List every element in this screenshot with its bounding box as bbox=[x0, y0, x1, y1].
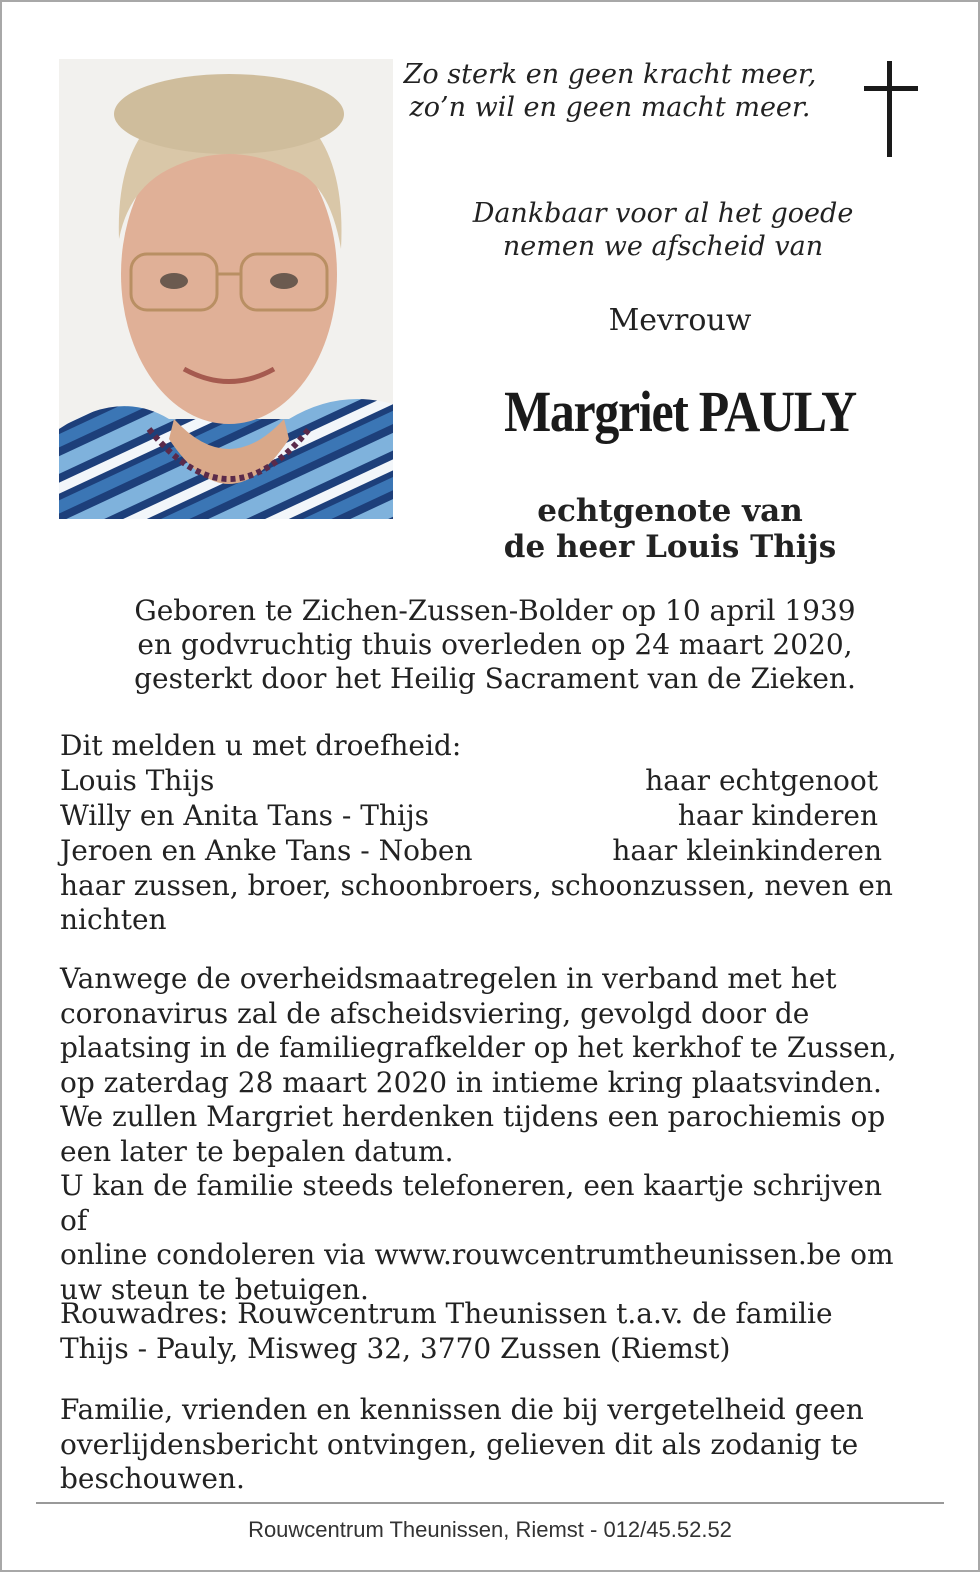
cross-icon-bar bbox=[864, 86, 918, 91]
ceremony-line: een later te bepalen datum. bbox=[60, 1134, 454, 1168]
spouse-info bbox=[470, 493, 870, 565]
portrait-photo bbox=[59, 59, 393, 519]
address-section bbox=[60, 1297, 910, 1366]
closing-line: overlijdensbericht ontvingen, gelieven dit als zodanig te bbox=[60, 1427, 859, 1461]
closing-section bbox=[60, 1393, 910, 1497]
portrait-illustration bbox=[59, 59, 393, 519]
ceremony-line: uw steun te betuigen. bbox=[60, 1272, 369, 1306]
mourners-others-line: nichten bbox=[60, 903, 167, 936]
mourner-row bbox=[60, 799, 910, 834]
honorific: Mevrouw bbox=[608, 303, 752, 338]
mourner-name: Willy en Anita Tans - Thijs bbox=[60, 798, 430, 832]
mourner-name: Jeroen en Anke Tans - Noben bbox=[60, 833, 473, 867]
intro-line: Dankbaar voor al het goede bbox=[472, 198, 854, 229]
ceremony-line: U kan de familie steeds telefoneren, een kaartje schrijven of bbox=[60, 1169, 883, 1237]
address-line: Rouwadres: Rouwcentrum Theunissen t.a.v. de familie bbox=[60, 1297, 833, 1330]
ceremony-line: plaatsing in de familiegrafkelder op het kerkhof te Zussen, bbox=[60, 1031, 897, 1064]
mourners-section bbox=[60, 729, 910, 938]
mourner-relation: haar kinderen bbox=[677, 798, 878, 832]
funeral-home-footer: Rouwcentrum Theunissen, Riemst - 012/45.52.52 bbox=[248, 1517, 732, 1542]
birth-death-line: Geboren te Zichen-Zussen-Bolder op 10 april 1939 bbox=[134, 594, 856, 627]
mourner-relation: haar echtgenoot bbox=[645, 763, 878, 797]
mourner-relation: haar kleinkinderen bbox=[612, 833, 882, 867]
birth-death-line: gesterkt door het Heilig Sacrament van de Zieken. bbox=[134, 662, 856, 695]
mourners-others-line: haar zussen, broer, schoonbroers, schoonzussen, neven en bbox=[60, 868, 893, 902]
ceremony-line: op zaterdag 28 maart 2020 in intieme kring plaatsvinden. bbox=[60, 1065, 882, 1099]
closing-line: Familie, vrienden en kennissen die bij vergetelheid geen bbox=[60, 1393, 864, 1426]
ceremony-line: Vanwege de overheidsmaatregelen in verband met het bbox=[60, 962, 837, 995]
mourner-row bbox=[60, 834, 910, 869]
intro-line: nemen we afscheid van bbox=[502, 231, 824, 262]
footer-divider bbox=[36, 1502, 944, 1504]
mourner-name: Louis Thijs bbox=[60, 763, 215, 797]
address-line: Thijs - Pauly, Misweg 32, 3770 Zussen (Riemst) bbox=[60, 1331, 731, 1365]
intro-text bbox=[433, 197, 893, 263]
cross-icon bbox=[887, 61, 892, 157]
ceremony-line: We zullen Margriet herdenken tijdens een parochiemis op bbox=[60, 1100, 886, 1133]
closing-line: beschouwen. bbox=[60, 1462, 245, 1495]
ceremony-section bbox=[60, 962, 910, 1307]
spouse-line: echtgenote van bbox=[537, 493, 803, 529]
deceased-name: Margriet PAULY bbox=[504, 379, 856, 444]
birth-death-line: en godvruchtig thuis overleden op 24 maart 2020, bbox=[137, 628, 853, 661]
ceremony-line: online condoleren via www.rouwcentrumtheunissen.be om bbox=[60, 1238, 894, 1271]
poem-verse bbox=[380, 58, 840, 124]
mourner-row bbox=[60, 764, 910, 799]
poem-line: zo’n wil en geen macht meer. bbox=[409, 92, 811, 123]
ceremony-line: coronavirus zal de afscheidsviering, gevolgd door de bbox=[60, 996, 810, 1030]
mourners-heading: Dit melden u met droefheid: bbox=[60, 729, 462, 762]
birth-death-info bbox=[90, 594, 900, 696]
spouse-line: de heer Louis Thijs bbox=[503, 529, 837, 565]
poem-line: Zo sterk en geen kracht meer, bbox=[403, 59, 817, 90]
